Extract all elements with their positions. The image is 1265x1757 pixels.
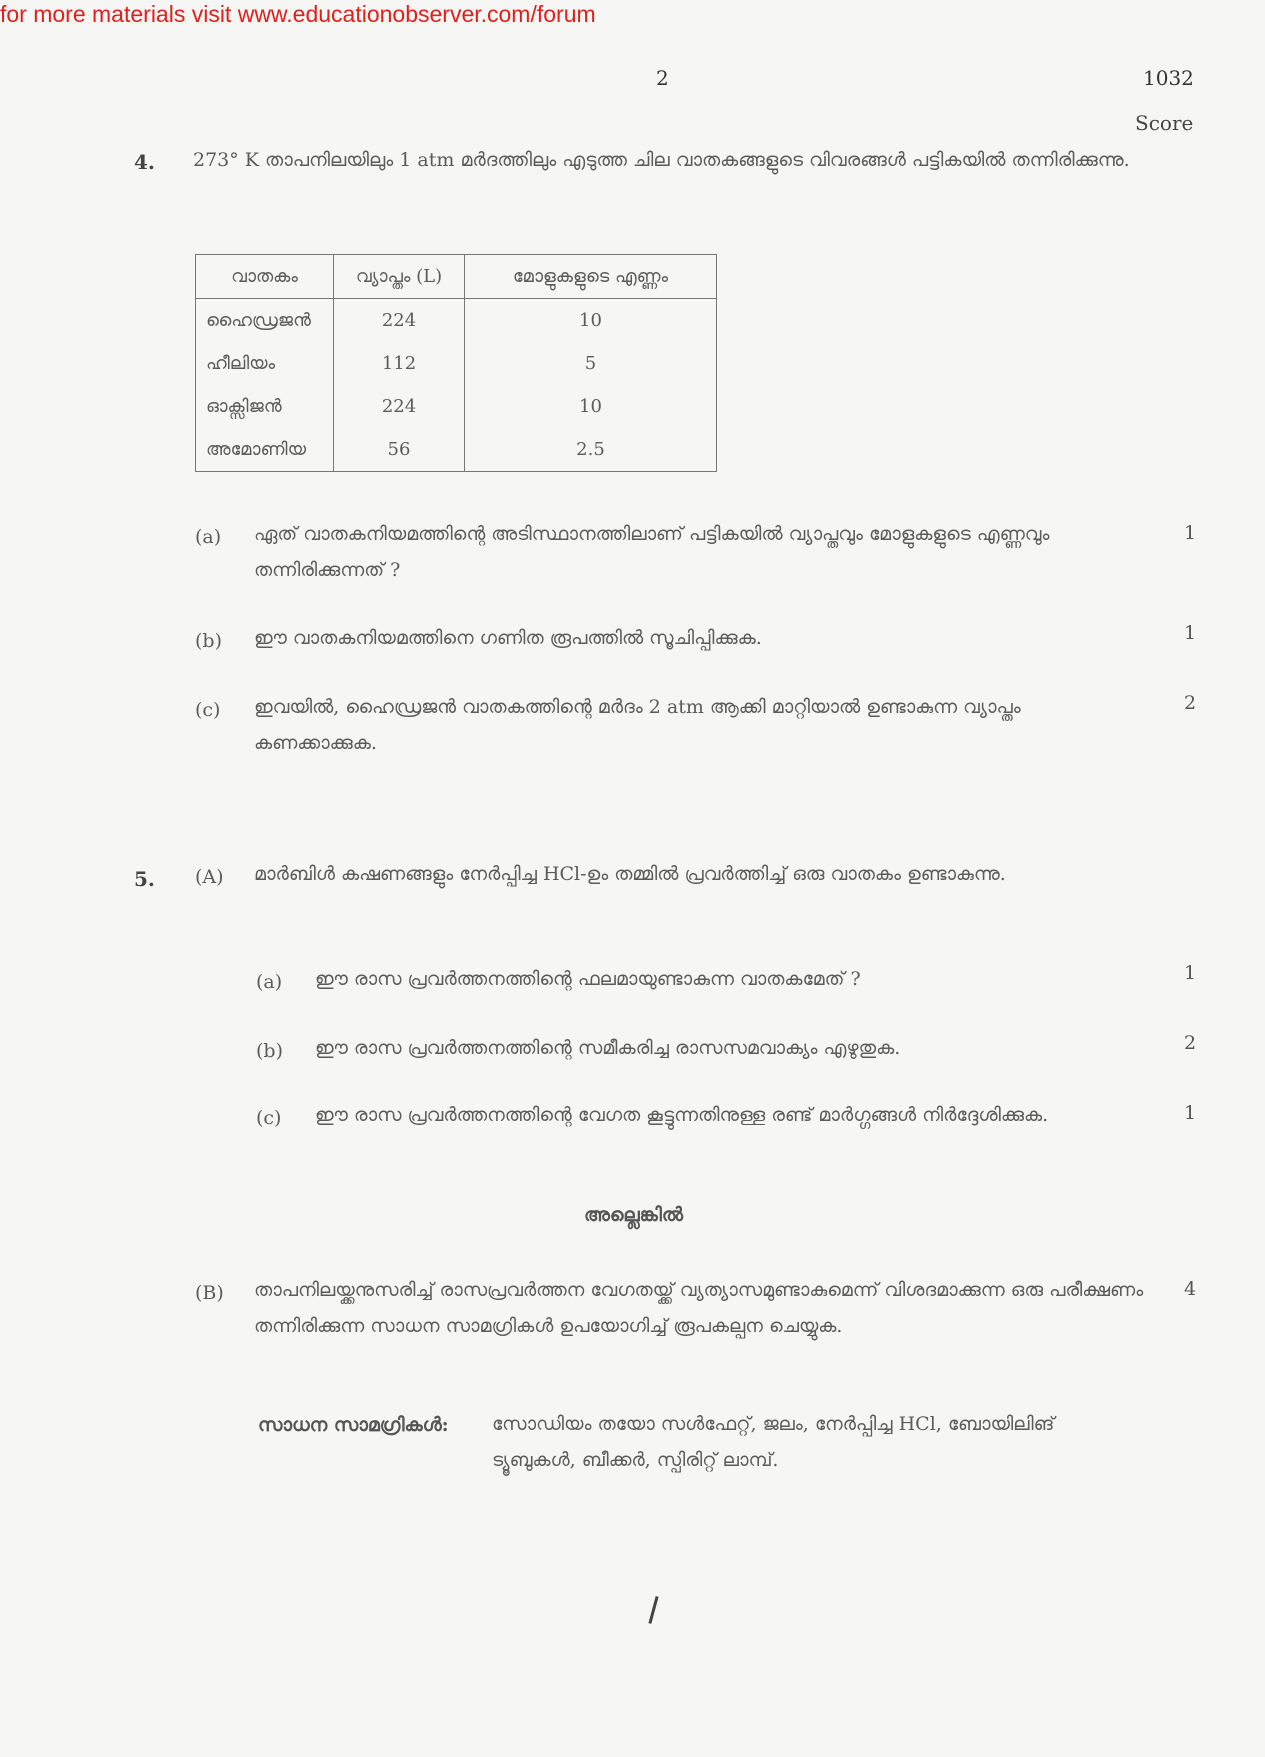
- question-4c-label: (c): [195, 699, 221, 721]
- pen-mark: [648, 1596, 658, 1624]
- score-column-label: Score: [1135, 111, 1194, 135]
- question-4b-score: 1: [1184, 622, 1197, 644]
- watermark-link-text: for more materials visit www.educationobserver.com/forum: [0, 1, 596, 27]
- question-5Ab-label: (b): [256, 1040, 283, 1062]
- table-cell-volume: 56: [334, 428, 465, 472]
- or-heading: അല്ലെങ്കിൽ: [584, 1204, 684, 1226]
- question-4a-score: 1: [1184, 522, 1197, 544]
- table-header-moles: മോളുകളുടെ എണ്ണം: [465, 255, 717, 299]
- question-5B-text: താപനിലയ്ക്കനുസരിച്ച് രാസപ്രവർത്തന വേഗതയ്ക്ക് വ്യത്യാസമുണ്ടാകുമെന്ന് വിശദമാക്കുന്ന ഒരു പരീക്ഷണം തന്നിരിക്കുന്ന സാധന സാമഗ്രികൾ ഉപയോഗിച്ച് രൂപകല്പന ചെയ്യുക.: [254, 1279, 1144, 1337]
- table-row: [196, 299, 717, 343]
- question-4b-label: (b): [195, 630, 222, 652]
- table-cell-gas: ഹൈഡ്രജൻ: [196, 299, 334, 343]
- table-cell-gas: അമോണിയ: [196, 428, 334, 472]
- materials-label: സാധന സാമഗ്രികൾ:: [258, 1414, 449, 1436]
- question-5Ac-label: (c): [256, 1107, 282, 1129]
- table-header-row: [196, 255, 717, 299]
- table-row: [196, 428, 717, 472]
- table-cell-volume: 224: [334, 299, 465, 343]
- table-header-gas: വാതകം: [196, 255, 334, 299]
- question-5A-label: (A): [195, 866, 224, 888]
- table-cell-gas: ഓക്സിജൻ: [196, 385, 334, 428]
- table-row: [196, 342, 717, 385]
- question-5B-score: 4: [1184, 1278, 1197, 1300]
- question-5Ab-score: 2: [1184, 1032, 1197, 1054]
- table-header-volume: വ്യാപ്തം (L): [334, 255, 465, 299]
- question-4-intro: 273° K താപനിലയിലും 1 atm മർദത്തിലും എടുത്ത ചില വാതകങ്ങളുടെ വിവരങ്ങൾ പട്ടികയിൽ തന്നിരിക്കുന്നു.: [193, 149, 1130, 171]
- materials-list: സോഡിയം തയോ സൾഫേറ്റ്, ജലം, നേർപ്പിച്ച HCl, ബോയിലിങ് ട്യൂബുകൾ, ബീക്കർ, സ്പിരിറ്റ് ലാമ്പ്.: [492, 1413, 1055, 1471]
- question-5Aa-text: ഈ രാസ പ്രവർത്തനത്തിന്റെ ഫലമായുണ്ടാകുന്ന വാതകമേത് ?: [315, 968, 861, 990]
- gas-data-table: [195, 254, 717, 472]
- question-5B-label: (B): [195, 1282, 224, 1304]
- question-5Ab-text: ഈ രാസ പ്രവർത്തനത്തിന്റെ സമീകരിച്ച രാസസമവാക്യം എഴുതുക.: [315, 1037, 901, 1059]
- table-cell-gas: ഹീലിയം: [196, 342, 334, 385]
- question-4a-label: (a): [195, 526, 222, 548]
- table-row: [196, 385, 717, 428]
- table-cell-moles: 10: [465, 299, 717, 343]
- document-code: 1032: [1143, 66, 1194, 90]
- table-cell-volume: 112: [334, 342, 465, 385]
- question-5Aa-label: (a): [256, 971, 283, 993]
- question-5A-text: മാർബിൾ കഷണങ്ങളും നേർപ്പിച്ച HCl-ഉം തമ്മിൽ പ്രവർത്തിച്ച് ഒരു വാതകം ഉണ്ടാകുന്നു.: [254, 863, 1006, 885]
- question-4b-text: ഈ വാതകനിയമത്തിനെ ഗണിത രൂപത്തിൽ സൂചിപ്പിക്കുക.: [254, 627, 762, 649]
- question-5Ac-score: 1: [1184, 1102, 1197, 1124]
- table-cell-moles: 5: [465, 342, 717, 385]
- question-4c-score: 2: [1184, 692, 1197, 714]
- question-5Ac-text: ഈ രാസ പ്രവർത്തനത്തിന്റെ വേഗത കൂട്ടുന്നതിനുള്ള രണ്ട് മാർഗ്ഗങ്ങൾ നിർദ്ദേശിക്കുക.: [315, 1104, 1049, 1126]
- question-4a-text: ഏത് വാതകനിയമത്തിന്റെ അടിസ്ഥാനത്തിലാണ് പട്ടികയിൽ വ്യാപ്തവും മോളുകളുടെ എണ്ണവും തന്നിരിക്കുന്നത് ?: [254, 523, 1050, 581]
- question-4-number: 4.: [134, 150, 155, 174]
- table-cell-moles: 10: [465, 385, 717, 428]
- table-cell-moles: 2.5: [465, 428, 717, 472]
- question-5-number: 5.: [134, 867, 155, 891]
- question-5Aa-score: 1: [1184, 962, 1197, 984]
- question-4c-text: ഇവയിൽ, ഹൈഡ്രജൻ വാതകത്തിന്റെ മർദം 2 atm ആക്കി മാറ്റിയാൽ ഉണ്ടാകുന്ന വ്യാപ്തം കണക്കാക്കുക.: [254, 696, 1021, 754]
- page-number: 2: [656, 66, 669, 90]
- table-cell-volume: 224: [334, 385, 465, 428]
